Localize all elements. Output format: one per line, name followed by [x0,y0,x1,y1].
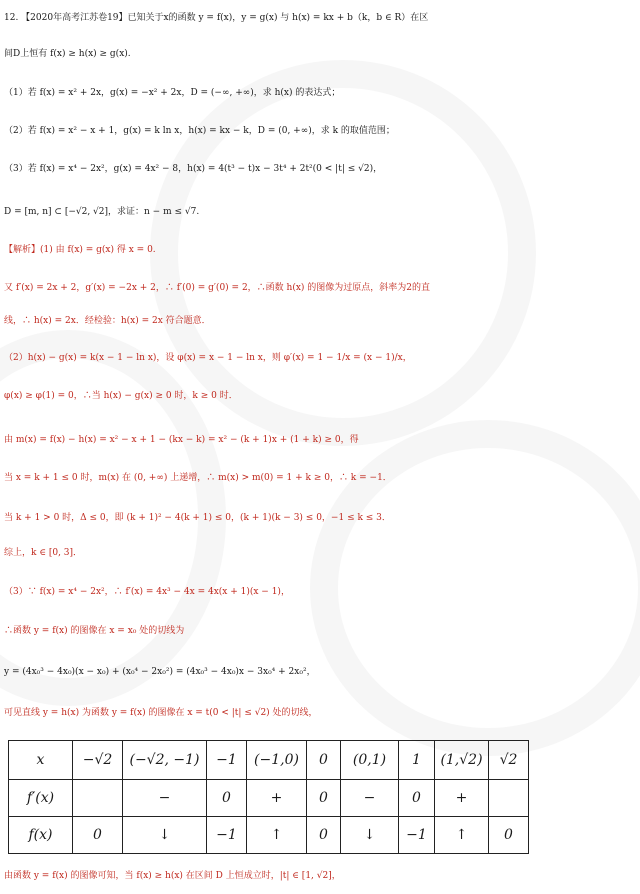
solution-line: （2）h(x) − g(x) = k(x − 1 − ln x)，设 φ(x) = x − 1 − ln x，则 φ′(x) = 1 − 1/x = (x − 1)/x， [4,353,412,363]
solution-line: 综上，k ∈ [0, 3]． [4,548,83,558]
problem-part-3-cont: D = [m, n] ⊂ [−√2, √2]，求证：n − m ≤ √7. [4,207,200,217]
problem-line: 间D上恒有 f(x) ≥ h(x) ≥ g(x). [4,49,131,59]
table-cell: 0 [207,780,247,817]
table-cell: ↓ [341,817,399,854]
table-cell: √2 [489,741,529,780]
table-cell [73,780,123,817]
table-cell: − [341,780,399,817]
solution-line: y = (4x₀³ − 4x₀)(x − x₀) + (x₀⁴ − 2x₀²) = (4x₀³ − 4x₀)x − 3x₀⁴ + 2x₀²， [4,667,316,677]
table-cell: 0 [399,780,435,817]
table-cell: 0 [307,741,341,780]
solution-line: （3）∵ f(x) = x⁴ − 2x²，∴ f′(x) = 4x³ − 4x = 4x(x + 1)(x − 1)， [4,587,290,597]
problem-line: 12. 【2020年高考江苏卷19】已知关于x的函数 y = f(x)，y = g(x) 与 h(x) = kx + b（k，b ∈ R）在区 [4,13,429,23]
table-cell [489,780,529,817]
table-cell: −√2 [73,741,123,780]
table-row [9,780,529,817]
table-cell: −1 [207,817,247,854]
table-cell: 0 [307,817,341,854]
solution-line: 当 k + 1 > 0 时，Δ ≤ 0，即 (k + 1)² − 4(k + 1) ≤ 0，(k + 1)(k − 3) ≤ 0，−1 ≤ k ≤ 3． [4,513,391,523]
solution-line: 线，∴ h(x) = 2x．经检验：h(x) = 2x 符合题意． [4,316,211,326]
solution-line: 可见直线 y = h(x) 为函数 y = f(x) 的图像在 x = t(0 < |t| ≤ √2) 处的切线， [4,708,318,718]
table-row [9,817,529,854]
table-cell: (0,1) [341,741,399,780]
solution-line: 当 x = k + 1 ≤ 0 时，m(x) 在 (0, +∞) 上递增，∴ m(x) > m(0) = 1 + k ≥ 0，∴ k = −1． [4,473,392,483]
table-cell: ↑ [247,817,307,854]
problem-part-2: （2）若 f(x) = x² − x + 1，g(x) = k ln x，h(x) = kx − k，D = (0, +∞)，求 k 的取值范围； [4,126,395,136]
solution-line: 又 f′(x) = 2x + 2，g′(x) = −2x + 2，∴ f′(0) = g′(0) = 2，∴函数 h(x) 的图像为过原点，斜率为2的直 [4,283,431,293]
table-cell: + [247,780,307,817]
solution-line: 由 m(x) = f(x) − h(x) = x² − x + 1 − (kx − k) = x² − (k + 1)x + (1 + k) ≥ 0，得 [4,435,359,445]
table-cell: − [123,780,207,817]
table-cell: + [435,780,489,817]
solution-line: ∴函数 y = f(x) 的图像在 x = x₀ 处的切线为 [4,626,185,636]
problem-part-1: （1）若 f(x) = x² + 2x，g(x) = −x² + 2x，D = (−∞, +∞)，求 h(x) 的表达式； [4,88,341,98]
table-cell: f′(x) [9,780,73,817]
solution-line: 由函数 y = f(x) 的图像可知，当 f(x) ≥ h(x) 在区间 D 上恒成立时，|t| ∈ [1, √2]， [4,871,341,881]
table-cell: 0 [73,817,123,854]
table-cell: ↑ [435,817,489,854]
sign-table [8,740,529,854]
table-cell: f(x) [9,817,73,854]
table-cell: −1 [207,741,247,780]
table-cell: (−√2, −1) [123,741,207,780]
problem-part-3: （3）若 f(x) = x⁴ − 2x²，g(x) = 4x² − 8，h(x) = 4(t³ − t)x − 3t⁴ + 2t²(0 < |t| ≤ √2)， [4,164,383,174]
table-cell: (−1,0) [247,741,307,780]
table-cell: 0 [307,780,341,817]
table-cell: 1 [399,741,435,780]
table-cell: x [9,741,73,780]
table-header-row [9,741,529,780]
table-cell: 0 [489,817,529,854]
solution-line: 【解析】(1) 由 f(x) = g(x) 得 x = 0. [4,245,156,255]
table-cell: (1,√2) [435,741,489,780]
table-cell: −1 [399,817,435,854]
table-cell: ↓ [123,817,207,854]
solution-line: φ(x) ≥ φ(1) = 0，∴当 h(x) − g(x) ≥ 0 时，k ≥ 0 时． [4,391,238,401]
